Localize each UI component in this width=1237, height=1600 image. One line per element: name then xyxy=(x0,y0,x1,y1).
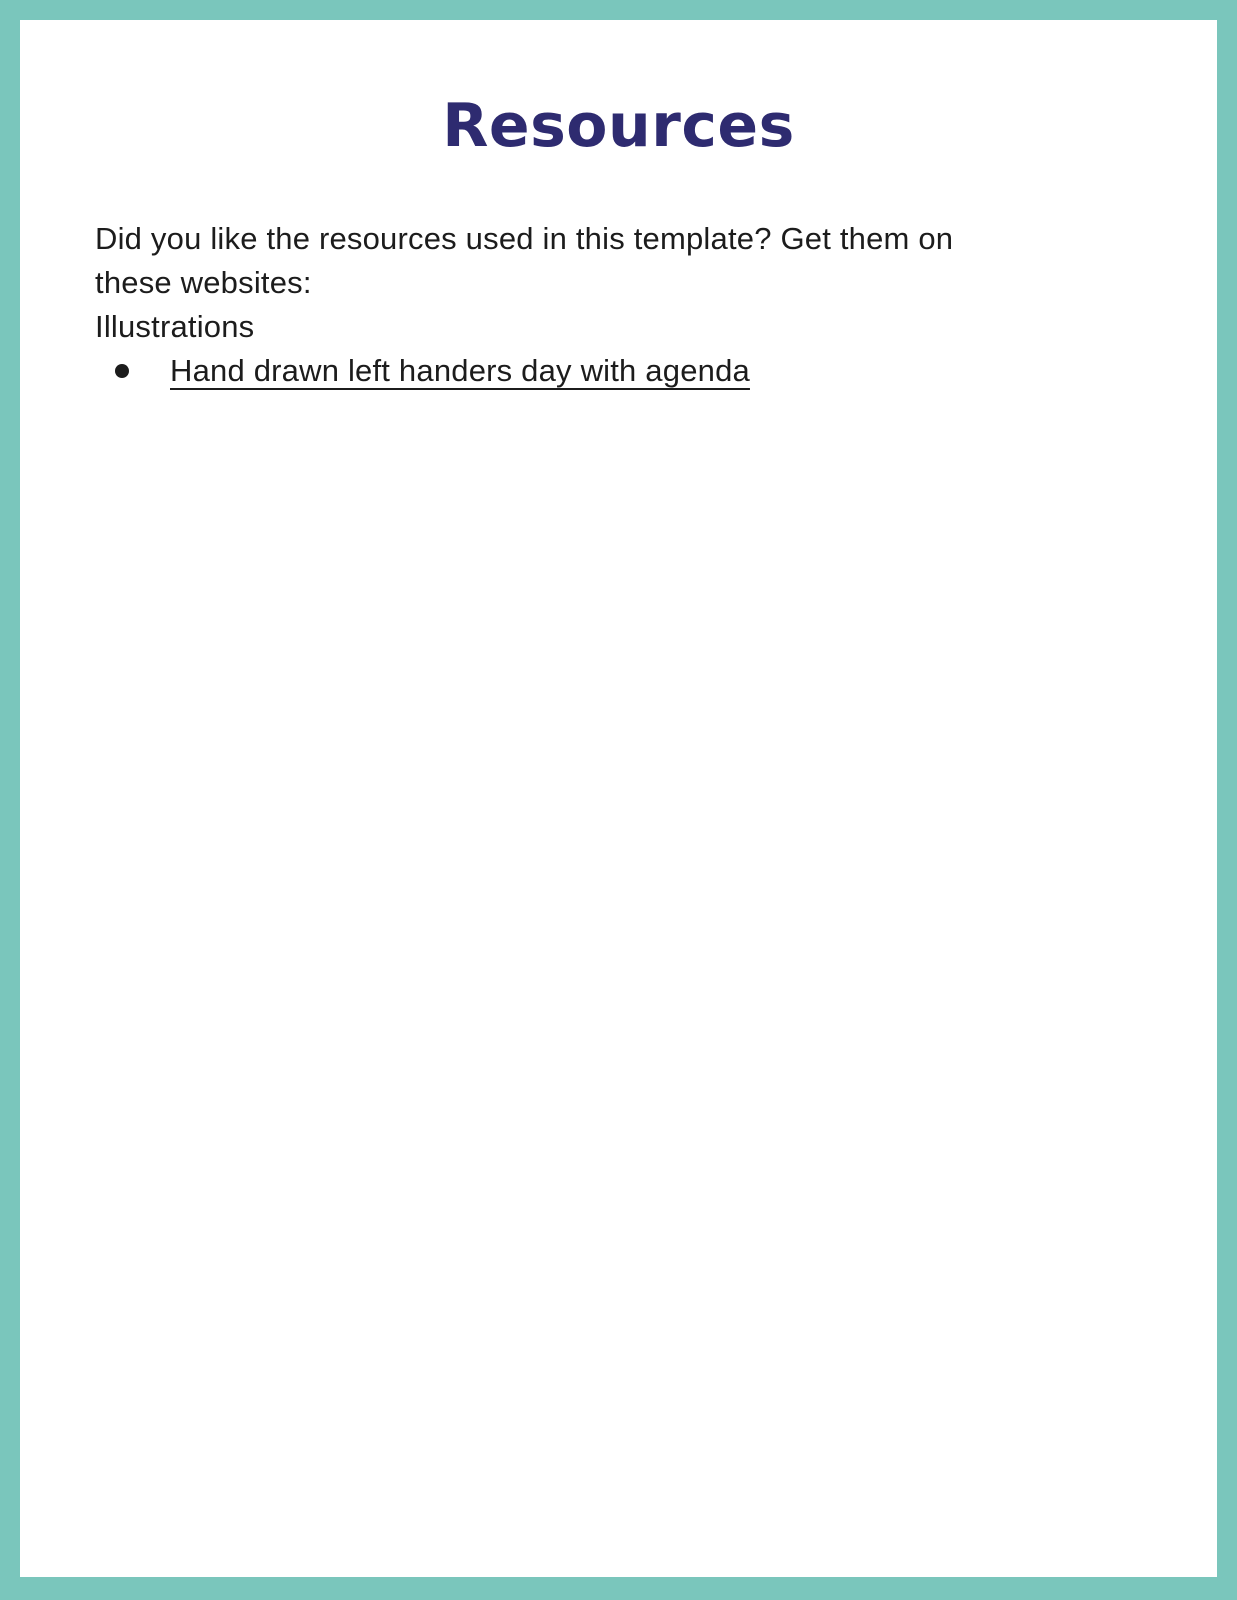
page-sheet xyxy=(20,20,1217,1577)
intro-line-1: Did you like the resources used in this template? Get them on xyxy=(95,221,954,256)
body-content xyxy=(95,217,1157,393)
resource-list-item xyxy=(95,349,1157,393)
intro-line-2: these websites: xyxy=(95,265,312,300)
resource-link[interactable]: Hand drawn left handers day with agenda xyxy=(170,353,750,388)
section-label: Illustrations xyxy=(95,309,255,344)
bullet-icon xyxy=(115,364,129,378)
page-title: Resources xyxy=(442,91,795,161)
